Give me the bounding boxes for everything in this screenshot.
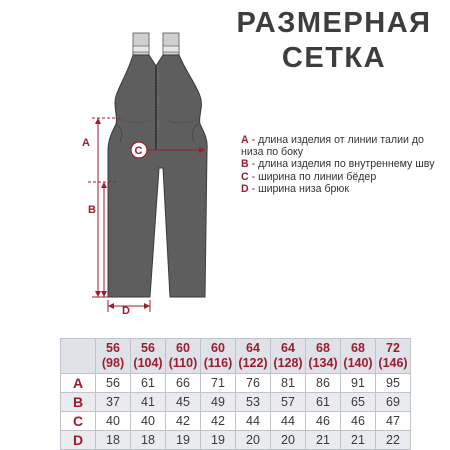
table-cell: 65	[341, 393, 376, 412]
table-cell: 95	[376, 374, 411, 393]
table-cell: 40	[131, 412, 166, 431]
table-cell: 40	[96, 412, 131, 431]
measurement-legend	[241, 134, 446, 195]
dimension-b-label: B	[88, 204, 96, 216]
page-title-line-2: СЕТКА	[281, 42, 387, 74]
table-cell: 18	[131, 431, 166, 450]
size-header: 64 (128)	[271, 339, 306, 374]
table-cell: 37	[96, 393, 131, 412]
table-cell: 61	[306, 393, 341, 412]
legend-item-d	[241, 183, 446, 195]
row-label: B	[61, 393, 96, 412]
size-header: 60 (110)	[166, 339, 201, 374]
legend-letter: B	[241, 158, 249, 171]
table-row	[61, 393, 411, 412]
table-cell: 91	[341, 374, 376, 393]
straps	[133, 33, 179, 55]
legend-item-c	[241, 171, 446, 183]
dimension-a-label: A	[82, 137, 90, 149]
size-header: 72 (146)	[376, 339, 411, 374]
table-cell: 86	[306, 374, 341, 393]
page-title-line-1: РАЗМЕРНАЯ	[236, 7, 432, 39]
size-header-row	[61, 339, 411, 374]
legend-letter: C	[241, 170, 249, 183]
table-cell: 53	[236, 393, 271, 412]
legend-text: - ширина низа брюк	[248, 182, 349, 195]
table-cell: 81	[271, 374, 306, 393]
legend-item-a	[241, 134, 446, 158]
table-cell: 19	[166, 431, 201, 450]
row-label: D	[61, 431, 96, 450]
size-table	[60, 338, 411, 450]
table-cell: 56	[96, 374, 131, 393]
dimension-d	[108, 300, 150, 317]
table-row	[61, 412, 411, 431]
table-cell: 46	[341, 412, 376, 431]
table-cell: 21	[306, 431, 341, 450]
dimension-c-label: C	[134, 145, 143, 157]
table-cell: 41	[131, 393, 166, 412]
table-cell: 69	[376, 393, 411, 412]
table-cell: 49	[201, 393, 236, 412]
legend-letter: A	[241, 134, 249, 146]
table-cell: 18	[96, 431, 131, 450]
table-cell: 45	[166, 393, 201, 412]
table-corner	[61, 339, 96, 374]
table-cell: 42	[166, 412, 201, 431]
legend-text: - длина изделия по внутреннему шву	[248, 158, 435, 171]
size-header: 68 (134)	[306, 339, 341, 374]
row-label: A	[61, 374, 96, 393]
table-cell: 20	[236, 431, 271, 450]
dimension-d-label: D	[122, 305, 130, 317]
table-cell: 22	[376, 431, 411, 450]
table-row	[61, 374, 411, 393]
table-cell: 71	[201, 374, 236, 393]
legend-item-b	[241, 158, 446, 170]
table-cell: 20	[271, 431, 306, 450]
legend-letter: D	[241, 182, 249, 195]
size-header: 64 (122)	[236, 339, 271, 374]
table-cell: 57	[271, 393, 306, 412]
overalls-body	[108, 55, 207, 297]
table-row	[61, 431, 411, 450]
table-cell: 76	[236, 374, 271, 393]
overalls-diagram	[0, 0, 240, 330]
table-cell: 66	[166, 374, 201, 393]
table-cell: 19	[201, 431, 236, 450]
table-cell: 21	[341, 431, 376, 450]
legend-text: - ширина по линии бёдер	[248, 170, 377, 183]
table-cell: 61	[131, 374, 166, 393]
table-cell: 44	[271, 412, 306, 431]
table-cell: 47	[376, 412, 411, 431]
legend-text: - длина изделия от линии талии до низа по боку	[241, 134, 424, 159]
row-label: C	[61, 412, 96, 431]
size-header: 56 (104)	[131, 339, 166, 374]
size-header: 68 (140)	[341, 339, 376, 374]
table-cell: 42	[201, 412, 236, 431]
size-header: 60 (116)	[201, 339, 236, 374]
size-header: 56 (98)	[96, 339, 131, 374]
table-cell: 44	[236, 412, 271, 431]
table-cell: 46	[306, 412, 341, 431]
